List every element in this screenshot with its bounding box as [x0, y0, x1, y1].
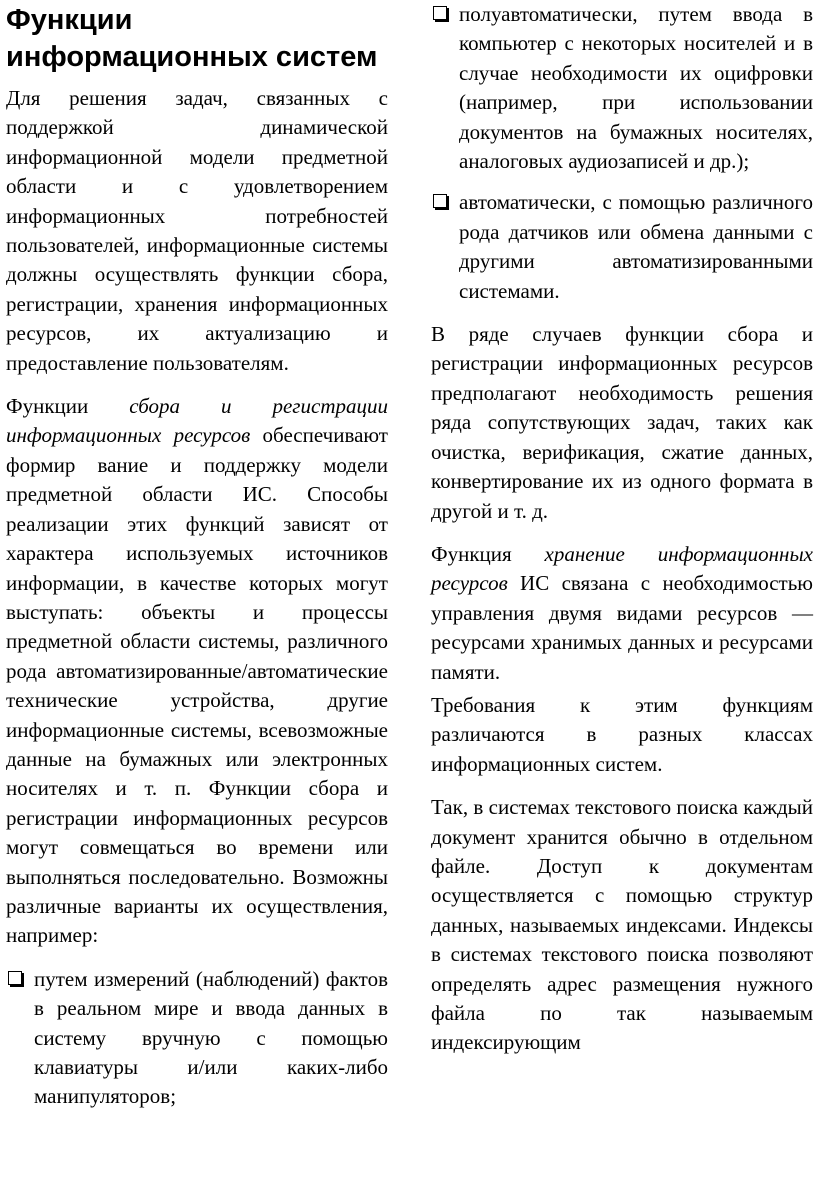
- page-title: Функции информационных систем: [6, 4, 378, 73]
- right-column: [431, 0, 813, 1072]
- related-tasks-paragraph: В ряде случаев функции сбора и регистрации информационных ресурсов предполагают необходимость решения ряда сопутствующих задач, таких как очистка, верификация, сжатие данных, конвертирование их из одного формата в другой и т. д.: [431, 322, 813, 523]
- storage-body: ИС связана с необходимостью управления двумя видами ресурсов — ресурсами хранимых данных и ресурсами памяти.: [431, 571, 813, 684]
- left-column: [6, 0, 388, 1126]
- collection-lead: Функции: [6, 394, 130, 419]
- storage-term: хранение информационных ресурсов: [431, 541, 813, 596]
- checkbox-bullet-icon: [433, 6, 447, 20]
- methods-list-continued: [431, 0, 813, 306]
- collection-term: сбора и регистрации информационных ресурсов: [6, 394, 388, 448]
- collection-paragraph: [6, 392, 388, 951]
- list-item-text: путем измерений (наблюдений) фактов в реальном мире и ввода данных в систему вручную с помощью клавиатуры и/или каких-либо манипуляторов;: [34, 966, 388, 1109]
- intro-paragraph: Для решения задач, связанных с поддержкой динамической информационной модели предметной области и с удовлетворением информационных потребностей пользователей, информационные системы должны осуществлять функции сбора, регистрации, хранения информационных ресурсов, их актуализацию и предоставление пользователям.: [6, 86, 388, 375]
- list-item-text: полуавтоматически, путем ввода в компьютер с некоторых носителей и в случае необходимости их оцифровки (например, при использовании документов на бумажных носителях, аналоговых аудиозаписей и др.);: [459, 2, 813, 174]
- checkbox-bullet-icon: [8, 971, 22, 985]
- collection-body: обеспечивают формир вание и поддержку модели предметной области ИС. Способы реализации этих функций зависят от характера используемых источников информации, в качестве которых могут выступать: объекты и процессы предметной области системы, различного рода автоматизированные/автоматические технические устройства, другие информационные системы, всевозможные данные на бумажных или электронных носителях и т. п. Функции сбора и регистрации информационных ресурсов могут совмещаться во времени или выполняться последовательно. Возможны различные варианты их осуществления, например:: [6, 423, 388, 948]
- requirements-paragraph: Требования к этим функциям различаются в разных классах информационных систем.: [431, 692, 813, 776]
- list-item: [431, 0, 813, 176]
- checkbox-bullet-icon: [433, 194, 447, 208]
- list-item: [431, 188, 813, 306]
- methods-list: [6, 965, 388, 1112]
- text-search-paragraph: Так, в системах текстового поиска каждый документ хранится обычно в отдельном файле. Доступ к документам осуществляется с помощью структур данных, называемых индексами. Индексы в системах текстового поиска позволяют определять адрес размещения нужного файла по так называемым индексирующим: [431, 795, 813, 1055]
- storage-paragraph: [431, 540, 813, 687]
- list-item-text: автоматически, с помощью различного рода датчиков или обмена данными с другими автоматизированными системами.: [459, 190, 813, 303]
- list-item: [6, 965, 388, 1112]
- storage-lead: Функция: [431, 541, 545, 566]
